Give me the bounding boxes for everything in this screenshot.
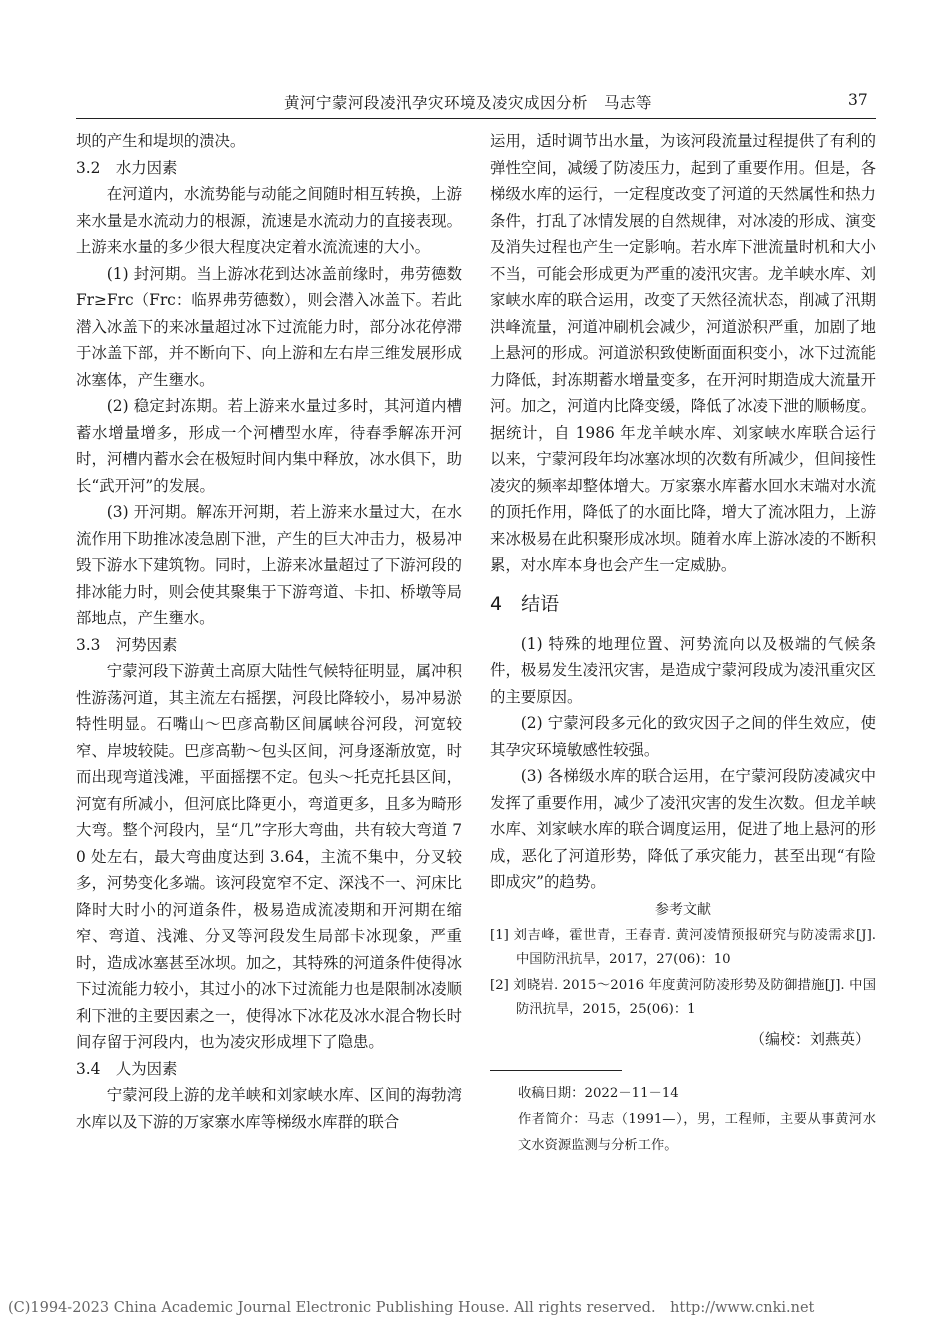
received-date: 收稿日期：2022－11－14 xyxy=(518,1085,679,1101)
section-3-4-paragraph-continued: 运用，适时调节出水量，为该河段流量过程提供了有利的弹性空间，减缓了防凌压力，起到了重要作用。但是，各梯级水库的运行，一定程度改变了河道的天然属性和热力条件，打乱了冰情发展的自然规律，对冰凌的形成、演变及消失过程也产生一定影响。若水库下泄流量时机和大小不当，可能会形成更为严重的凌汛灾害。龙羊峡水库、刘家峡水库的联合运用，改变了天然径流状态，削减了汛期洪峰流量，河道冲刷机会减少，河道淤积严重，加剧了地上悬河的形成。河道淤积致使断面面积变小，冰下过流能力降低，封冻期蓄水增量变多，在开河时期造成大流量开河。加之，河道内比降变缓，降低了冰凌下泄的顺畅度。据统计，自 1986 年龙羊峡水库、刘家峡水库联合运行以来，宁蒙河段年均冰塞冰坝的次数有所减少，但间接性凌灾的频率却整体增大。万家寨水库蓄水回水末端对水流的顶托作用，降低了的水面比降，增大了流冰阻力，上游来冰极易在此积聚形成冰坝。随着水库上游冰凌的不断积累，对水库本身也会产生一定威胁。 xyxy=(490,132,876,574)
reference-1: [1] 刘吉峰，霍世青，王春青. 黄河凌情预报研究与防凌需求[J]. 中国防汛抗旱，2017，27(06)：10 xyxy=(490,927,876,967)
references-title: 参考文献 xyxy=(655,901,711,918)
reference-2: [2] 刘晓岩. 2015～2016 年度黄河防凌形势及防御措施[J]. 中国防汛抗旱，2015，25(06)：1 xyxy=(490,977,876,1017)
left-column xyxy=(76,128,462,1135)
conclusion-paragraph-3: (3) 各梯级水库的联合运用，在宁蒙河段防凌减灾中发挥了重要作用，减少了凌汛灾害的发生次数。但龙羊峡水库、刘家峡水库的联合调度运用，促进了地上悬河的形成，恶化了河道形势，降低了承灾能力，甚至出现“有险即成灾”的趋势。 xyxy=(490,767,876,891)
section-3-4-paragraph-1: 宁蒙河段上游的龙羊峡和刘家峡水库、区间的海勃湾水库以及下游的万家寨水库等梯级水库群的联合 xyxy=(76,1086,462,1131)
conclusion-paragraph-2: (2) 宁蒙河段多元化的致灾因子之间的伴生效应，使其孕灾环境敏感性较强。 xyxy=(490,714,876,759)
section-3-2-paragraph-4: (3) 开河期。解冻开河期，若上游来水量过大，在水流作用下助推冰凌急剧下泄，产生的巨大冲击力，极易冲毁下游水下建筑物。同时，上游来冰量超过了下游河段的排冰能力时，则会使其聚集于下游弯道、卡扣、桥墩等局部地点，产生壅水。 xyxy=(76,503,462,627)
footnote-rule xyxy=(490,1070,622,1071)
page-header-title: 黄河宁蒙河段凌汛孕灾环境及凌灾成因分析 马志等 xyxy=(284,94,653,112)
page-number: 37 xyxy=(848,91,868,109)
section-3-2-paragraph-3: (2) 稳定封冻期。若上游来水量过多时，其河道内槽蓄水增量增多，形成一个河槽型水库，待春季解冻开河时，河槽内蓄水会在极短时间内集中释放，冰水俱下，助长“武开河”的发展。 xyxy=(76,397,462,495)
right-column xyxy=(490,128,876,1159)
section-3-2-paragraph-2: (1) 封河期。当上游冰花到达冰盖前缘时，弗劳德数 Fr≥Frc（Frc：临界弗劳德数），则会潜入冰盖下。若此潜入冰盖下的来冰量超过冰下过流能力时，部分冰花停滞于冰盖下部，并不断向下、向上游和左右岸三维发展形成冰塞体，产生壅水。 xyxy=(76,264,462,389)
conclusion-paragraph-1: (1) 特殊的地理位置、河势流向以及极端的气候条件，极易发生凌汛灾害，是造成宁蒙河段成为凌汛重灾区的主要原因。 xyxy=(490,634,876,706)
editor-credit: （编校：刘燕英） xyxy=(749,1029,870,1048)
section-3-2-title: 3.2 水力因素 xyxy=(76,158,178,177)
author-bio: 作者简介：马志（1991—），男，工程师，主要从事黄河水文水资源监测与分析工作。 xyxy=(518,1111,876,1153)
paragraph-continuation: 坝的产生和堤坝的溃决。 xyxy=(76,132,246,150)
section-4-title: 4 结语 xyxy=(490,592,560,615)
header-rule xyxy=(76,118,876,119)
copyright-footer: (C)1994-2023 China Academic Journal Electronic Publishing House. All rights reserved. http://www.cnki.net xyxy=(8,1300,815,1316)
section-3-2-paragraph-1: 在河道内，水流势能与动能之间随时相互转换，上游来水量是水流动力的根源，流速是水流动力的直接表现。上游来水量的多少很大程度决定着水流流速的大小。 xyxy=(76,185,462,256)
section-3-4-title: 3.4 人为因素 xyxy=(76,1059,178,1078)
section-3-3-title: 3.3 河势因素 xyxy=(76,635,178,654)
section-3-3-paragraph-1: 宁蒙河段下游黄土高原大陆性气候特征明显，属冲积性游荡河道，其主流左右摇摆，河段比降较小，易冲易淤特性明显。石嘴山～巴彦高勒区间属峡谷河段，河宽较窄、岸坡较陡。巴彦高勒～包头区间，河身逐渐放宽，时而出现弯道浅滩，平面摇摆不定。包头～托克托县区间，河宽有所减小，但河底比降更小，弯道更多，且多为畸形大弯。整个河段内，呈“几”字形大弯曲，共有较大弯道 70 处左右，最大弯曲度达到 3.64，主流不集中，分叉较多，河势变化多端。该河段宽窄不定、深浅不一、河床比降时大时小的河道条件，极易造成流凌期和开河期在缩窄、弯道、浅滩、分叉等河段发生局部卡冰现象，严重时，造成冰塞甚至冰坝。加之，其特殊的河道条件使得冰下过流能力较小，其过小的冰下过流能力也是限制冰凌顺利下泄的主要因素之一，使得冰下冰花及冰水混合物长时间存留于河段内，也为凌灾形成埋下了隐患。 xyxy=(76,662,462,1051)
